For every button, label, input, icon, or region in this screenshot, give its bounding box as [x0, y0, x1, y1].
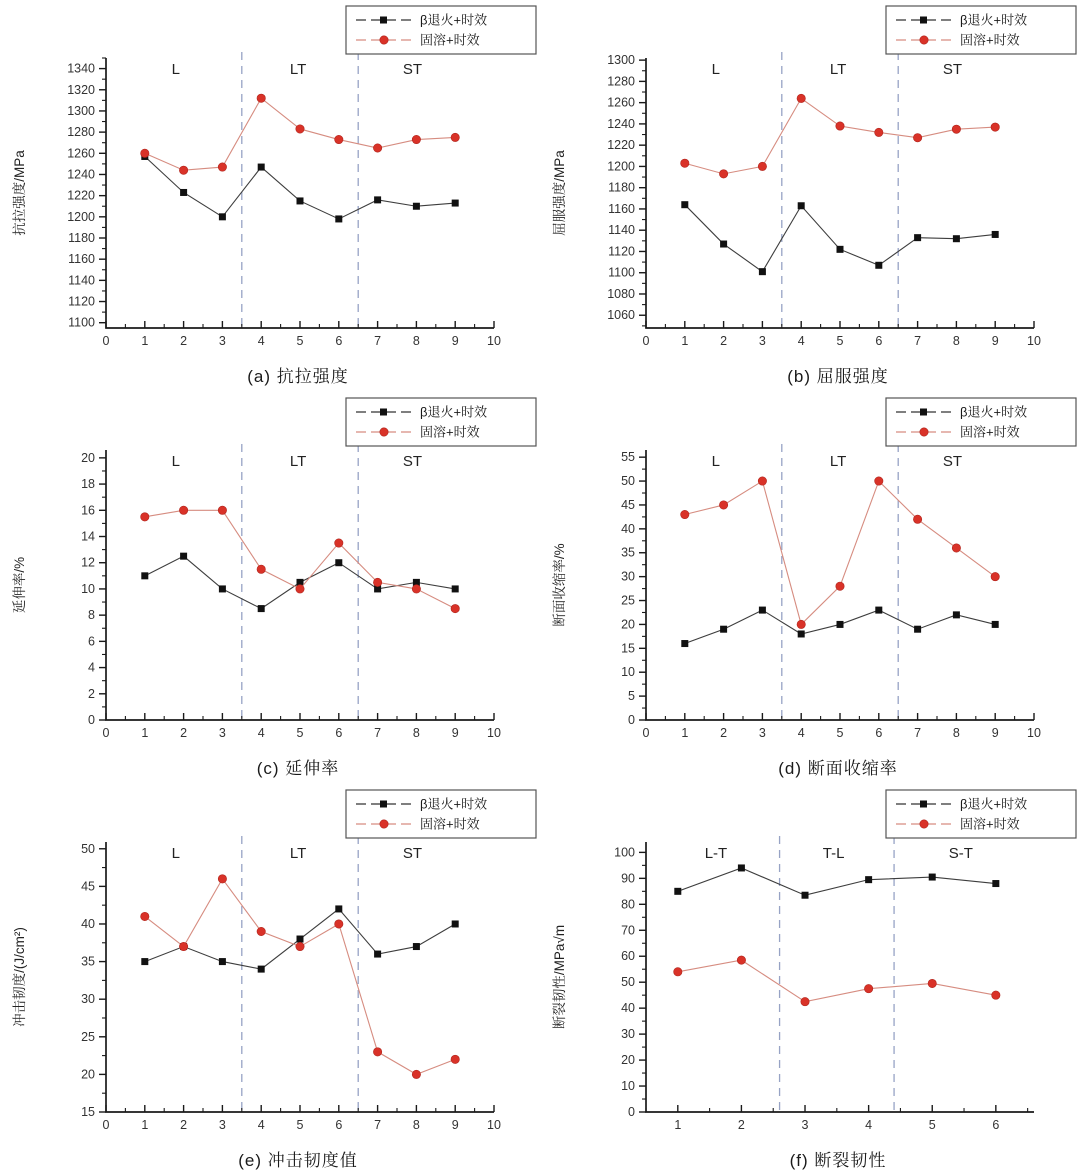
svg-text:4: 4: [88, 660, 95, 675]
svg-text:L: L: [711, 453, 721, 470]
svg-text:1200: 1200: [67, 209, 95, 224]
panel-e-caption: (e) 冲击韧度值: [238, 1151, 358, 1170]
svg-text:5: 5: [928, 1118, 936, 1132]
svg-text:4: 4: [797, 334, 805, 348]
svg-text:β退火+时效: β退火+时效: [420, 796, 488, 812]
svg-text:6: 6: [335, 726, 343, 740]
svg-text:15: 15: [81, 1105, 95, 1119]
svg-text:45: 45: [81, 879, 95, 894]
svg-text:0: 0: [102, 334, 110, 348]
svg-text:8: 8: [952, 726, 960, 740]
svg-text:90: 90: [621, 871, 635, 886]
svg-text:固溶+时效: 固溶+时效: [960, 816, 1020, 832]
svg-text:1180: 1180: [608, 180, 635, 195]
svg-text:10: 10: [487, 334, 501, 348]
panel-f-fracture-toughness: [540, 784, 1080, 1176]
svg-text:6: 6: [335, 334, 343, 348]
svg-text:断裂韧性/MPa√m: 断裂韧性/MPa√m: [552, 924, 567, 1030]
svg-text:L: L: [711, 61, 721, 78]
svg-text:β退火+时效: β退火+时效: [420, 404, 488, 420]
svg-text:β退火+时效: β退火+时效: [960, 12, 1028, 28]
svg-text:2: 2: [88, 686, 95, 701]
svg-text:55: 55: [621, 450, 635, 465]
svg-text:9: 9: [991, 334, 999, 348]
svg-text:40: 40: [621, 1001, 635, 1016]
svg-text:3: 3: [801, 1118, 809, 1132]
svg-text:8: 8: [412, 334, 420, 348]
svg-text:β退火+时效: β退火+时效: [960, 796, 1028, 812]
svg-text:80: 80: [621, 897, 635, 912]
svg-text:6: 6: [875, 726, 883, 740]
svg-text:9: 9: [451, 726, 459, 740]
svg-text:10: 10: [487, 1118, 501, 1132]
svg-text:10: 10: [1027, 334, 1041, 348]
svg-text:0: 0: [88, 713, 95, 727]
svg-text:3: 3: [218, 334, 226, 348]
svg-text:0: 0: [628, 1105, 635, 1119]
svg-text:固溶+时效: 固溶+时效: [960, 32, 1020, 48]
svg-text:1100: 1100: [608, 265, 635, 280]
panel-b-yield-strength: [540, 0, 1080, 392]
svg-text:固溶+时效: 固溶+时效: [960, 424, 1020, 440]
svg-text:1260: 1260: [607, 95, 635, 110]
svg-text:8: 8: [412, 1118, 420, 1132]
panel-c-elongation: [0, 392, 540, 784]
svg-text:6: 6: [875, 334, 883, 348]
svg-text:6: 6: [992, 1118, 1000, 1132]
svg-text:5: 5: [296, 1118, 304, 1132]
panel-a-tensile-strength: [0, 0, 540, 392]
svg-text:10: 10: [487, 726, 501, 740]
svg-text:1100: 1100: [68, 315, 95, 330]
svg-text:0: 0: [102, 726, 110, 740]
svg-text:7: 7: [374, 334, 382, 348]
svg-text:0: 0: [642, 334, 650, 348]
svg-text:35: 35: [81, 954, 95, 969]
svg-text:1: 1: [141, 334, 149, 348]
svg-text:1240: 1240: [67, 167, 95, 182]
svg-text:8: 8: [952, 334, 960, 348]
svg-text:固溶+时效: 固溶+时效: [420, 32, 480, 48]
svg-text:30: 30: [81, 992, 95, 1007]
chart-a-canvas: [0, 0, 540, 364]
panel-a-caption: (a) 抗拉强度: [247, 367, 349, 386]
svg-text:1080: 1080: [607, 286, 635, 301]
svg-text:40: 40: [81, 916, 95, 931]
svg-text:30: 30: [621, 1027, 635, 1042]
chart-e-canvas: [0, 784, 540, 1148]
svg-text:断面收缩率/%: 断面收缩率/%: [552, 543, 567, 627]
svg-text:7: 7: [374, 1118, 382, 1132]
svg-text:1200: 1200: [607, 159, 635, 174]
svg-text:20: 20: [621, 617, 635, 632]
panel-e-impact-toughness: [0, 784, 540, 1176]
svg-text:ST: ST: [402, 845, 423, 862]
svg-text:1: 1: [674, 1118, 682, 1132]
svg-text:1280: 1280: [607, 74, 635, 89]
svg-text:3: 3: [758, 334, 766, 348]
svg-text:2: 2: [737, 1118, 745, 1132]
svg-text:30: 30: [621, 569, 635, 584]
svg-text:12: 12: [81, 555, 95, 570]
svg-text:1: 1: [681, 726, 689, 740]
svg-text:8: 8: [88, 608, 95, 623]
svg-text:屈服强度/MPa: 屈服强度/MPa: [552, 150, 567, 236]
svg-text:2: 2: [180, 726, 188, 740]
svg-text:1260: 1260: [67, 146, 95, 161]
svg-text:ST: ST: [942, 61, 963, 78]
svg-text:3: 3: [758, 726, 766, 740]
svg-text:5: 5: [296, 726, 304, 740]
svg-text:1120: 1120: [68, 294, 95, 309]
svg-text:ST: ST: [942, 453, 963, 470]
svg-text:0: 0: [102, 1118, 110, 1132]
svg-text:S-T: S-T: [948, 845, 973, 862]
svg-text:LT: LT: [829, 61, 847, 78]
svg-text:5: 5: [836, 726, 844, 740]
chart-c-canvas: [0, 392, 540, 756]
svg-text:1: 1: [681, 334, 689, 348]
svg-text:1060: 1060: [607, 308, 635, 323]
panel-d-caption: (d) 断面收缩率: [778, 759, 898, 778]
svg-text:T-L: T-L: [822, 845, 845, 862]
svg-text:1300: 1300: [67, 103, 95, 118]
svg-text:1280: 1280: [67, 125, 95, 140]
svg-text:4: 4: [257, 726, 265, 740]
svg-text:20: 20: [81, 450, 95, 465]
svg-text:固溶+时效: 固溶+时效: [420, 816, 480, 832]
svg-text:60: 60: [621, 949, 635, 964]
svg-text:6: 6: [88, 634, 95, 649]
svg-text:20: 20: [81, 1067, 95, 1082]
svg-text:2: 2: [720, 334, 728, 348]
panel-b-caption: (b) 屈服强度: [787, 367, 889, 386]
svg-text:L-T: L-T: [704, 845, 728, 862]
svg-text:LT: LT: [289, 61, 307, 78]
svg-text:4: 4: [257, 334, 265, 348]
svg-text:1140: 1140: [608, 223, 635, 238]
svg-text:10: 10: [1027, 726, 1041, 740]
svg-text:1340: 1340: [67, 61, 95, 76]
svg-text:2: 2: [720, 726, 728, 740]
svg-text:25: 25: [621, 593, 635, 608]
panel-c-caption: (c) 延伸率: [256, 759, 340, 778]
svg-text:7: 7: [914, 726, 922, 740]
svg-text:0: 0: [628, 713, 635, 727]
svg-text:35: 35: [621, 545, 635, 560]
svg-text:抗拉强度/MPa: 抗拉强度/MPa: [12, 150, 27, 236]
svg-text:18: 18: [81, 477, 95, 492]
svg-text:4: 4: [797, 726, 805, 740]
svg-text:延伸率/%: 延伸率/%: [12, 556, 27, 614]
svg-text:4: 4: [257, 1118, 265, 1132]
svg-text:9: 9: [451, 334, 459, 348]
svg-text:50: 50: [81, 841, 95, 856]
svg-text:15: 15: [621, 641, 635, 656]
svg-text:14: 14: [81, 529, 95, 544]
svg-text:100: 100: [614, 845, 635, 860]
svg-text:0: 0: [642, 726, 650, 740]
svg-text:5: 5: [836, 334, 844, 348]
svg-text:1220: 1220: [607, 138, 635, 153]
svg-text:1120: 1120: [608, 244, 635, 259]
svg-text:1: 1: [141, 726, 149, 740]
svg-text:70: 70: [621, 923, 635, 938]
chart-d-canvas: [540, 392, 1080, 756]
chart-f-canvas: [540, 784, 1080, 1148]
svg-text:2: 2: [180, 334, 188, 348]
svg-text:40: 40: [621, 521, 635, 536]
svg-text:1220: 1220: [67, 188, 95, 203]
svg-text:2: 2: [180, 1118, 188, 1132]
svg-text:10: 10: [81, 581, 95, 596]
svg-text:1: 1: [141, 1118, 149, 1132]
svg-text:7: 7: [374, 726, 382, 740]
svg-text:3: 3: [218, 1118, 226, 1132]
chart-b-canvas: [540, 0, 1080, 364]
svg-text:10: 10: [621, 1079, 635, 1094]
svg-text:L: L: [171, 61, 181, 78]
svg-text:5: 5: [296, 334, 304, 348]
svg-text:50: 50: [621, 474, 635, 489]
svg-text:6: 6: [335, 1118, 343, 1132]
svg-text:1320: 1320: [67, 82, 95, 97]
svg-text:8: 8: [412, 726, 420, 740]
svg-text:L: L: [171, 845, 181, 862]
svg-text:9: 9: [451, 1118, 459, 1132]
svg-text:3: 3: [218, 726, 226, 740]
svg-text:1240: 1240: [607, 116, 635, 131]
svg-text:ST: ST: [402, 61, 423, 78]
panel-f-caption: (f) 断裂韧性: [789, 1151, 887, 1170]
panel-d-reduction-of-area: [540, 392, 1080, 784]
svg-text:25: 25: [81, 1029, 95, 1044]
svg-text:45: 45: [621, 497, 635, 512]
svg-text:β退火+时效: β退火+时效: [420, 12, 488, 28]
svg-text:10: 10: [621, 665, 635, 680]
svg-text:1160: 1160: [608, 201, 635, 216]
svg-text:L: L: [171, 453, 181, 470]
svg-text:7: 7: [914, 334, 922, 348]
svg-text:1140: 1140: [68, 273, 95, 288]
svg-text:1300: 1300: [607, 53, 635, 68]
svg-text:4: 4: [865, 1118, 873, 1132]
svg-text:LT: LT: [289, 453, 307, 470]
svg-text:1160: 1160: [68, 252, 95, 267]
svg-text:16: 16: [81, 503, 95, 518]
svg-text:LT: LT: [289, 845, 307, 862]
svg-text:ST: ST: [402, 453, 423, 470]
svg-text:LT: LT: [829, 453, 847, 470]
svg-text:1180: 1180: [68, 231, 95, 245]
svg-text:β退火+时效: β退火+时效: [960, 404, 1028, 420]
svg-text:9: 9: [991, 726, 999, 740]
svg-text:5: 5: [628, 689, 635, 704]
svg-text:20: 20: [621, 1053, 635, 1068]
svg-text:冲击韧度/(J/cm²): 冲击韧度/(J/cm²): [12, 927, 27, 1027]
svg-text:固溶+时效: 固溶+时效: [420, 424, 480, 440]
svg-text:50: 50: [621, 975, 635, 990]
